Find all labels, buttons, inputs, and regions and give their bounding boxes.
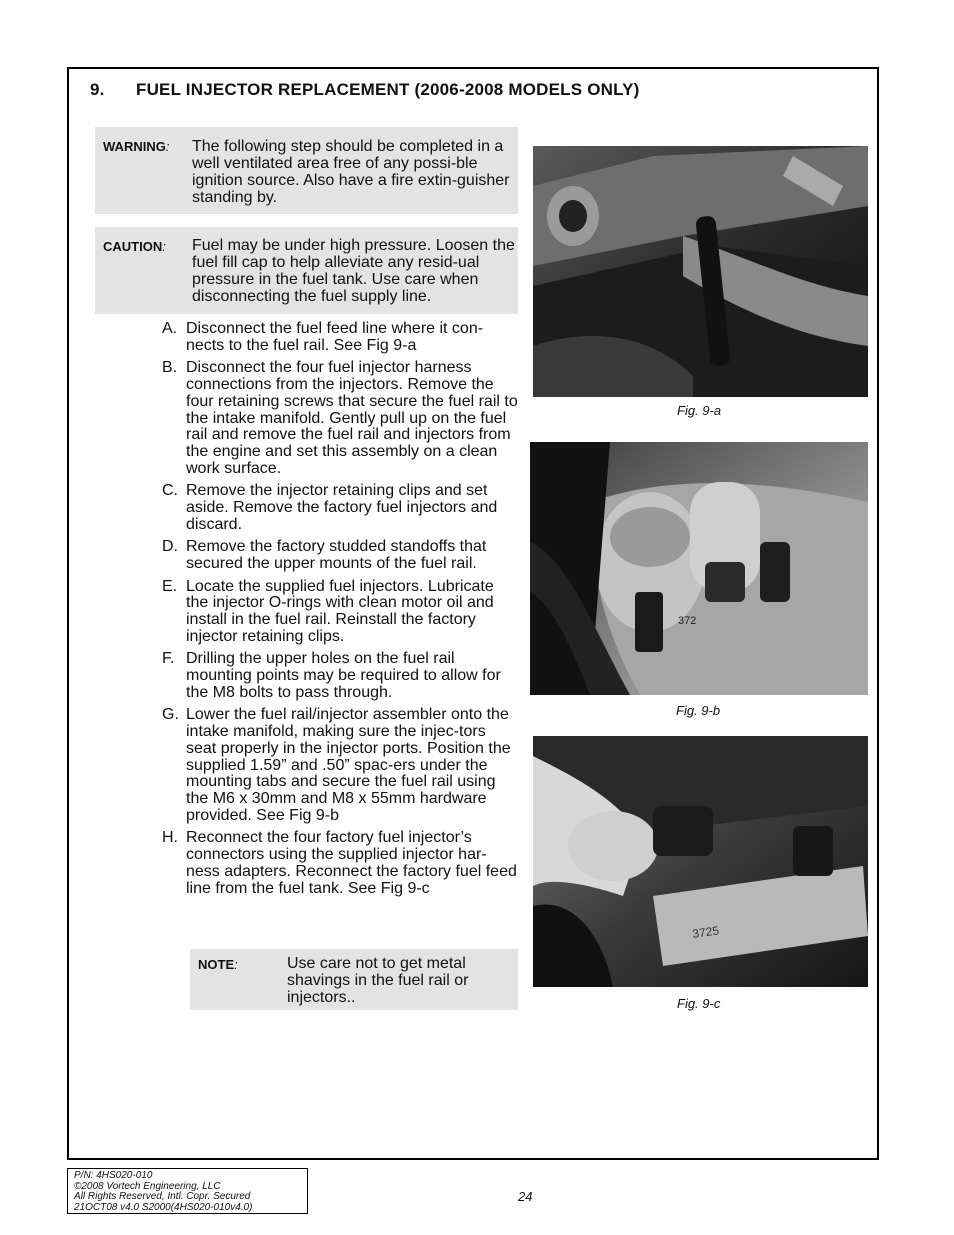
step-letter: C.: [162, 482, 178, 500]
step-item: [162, 360, 518, 478]
step-letter: B.: [162, 359, 178, 377]
note-text: Use care not to get metal shavings in the fuel rail or injectors..: [287, 955, 469, 1006]
warning-box: [95, 127, 518, 214]
step-item: [162, 707, 518, 825]
figure-9c-stamp: 3725: [691, 923, 720, 941]
footer-part-number: P/N: 4HS020-010: [74, 1170, 153, 1181]
caution-text: Fuel may be under high pressure. Loosen the fuel fill cap to help alleviate any resid-ual pressure in the fuel tank. Use care when disconnecting the fuel supply line.: [192, 237, 515, 305]
page-number: 24: [518, 1189, 533, 1204]
step-letter: A.: [162, 320, 178, 337]
step-letter: E.: [162, 577, 178, 595]
section-heading: FUEL INJECTOR REPLACEMENT (2006-2008 MODELS ONLY): [136, 80, 640, 99]
warning-label: WARNING:: [103, 139, 170, 154]
figure-9b-caption: Fig. 9-b: [676, 703, 721, 718]
step-item: [162, 539, 518, 573]
step-letter: D.: [162, 538, 178, 556]
step-item: [162, 579, 518, 646]
step-letter: G.: [162, 706, 179, 724]
step-item: [162, 651, 518, 701]
footer-copyright: ©2008 Vortech Engineering, LLC: [74, 1180, 221, 1192]
footer-rights: All Rights Reserved, Intl. Copr. Secured: [74, 1191, 251, 1203]
step-text: Lower the fuel rail/injector assembler onto the intake manifold, making sure the injec-tors seat properly in the injector ports. Position the supplied 1.59” and .50” spac-ers under the mounting tabs and secure the fuel rail using the M6 x 30mm and M8 x 55mm hardware provided. See Fig 9-b: [186, 706, 511, 825]
caution-box: [95, 227, 518, 314]
note-label: NOTE:: [198, 957, 238, 972]
step-letter: H.: [162, 829, 178, 847]
figure-9b-stamp: 372: [678, 615, 697, 627]
section-number: 9.: [90, 80, 105, 99]
step-text: Remove the factory studded standoffs that secured the upper mounts of the fuel rail.: [186, 538, 487, 573]
figure-9b-photo: [530, 442, 868, 695]
step-text: Disconnect the four fuel injector harness connections from the injectors. Remove the four retaining screws that secure the fuel rail to the intake manifold. Gently pull up on the fuel rail and remove the fuel rail and injectors from the engine and set this assembly on a clean work surface.: [186, 359, 518, 477]
step-item: [162, 321, 518, 355]
instruction-steps: [162, 321, 518, 903]
note-box: [190, 949, 518, 1010]
step-text: Reconnect the four factory fuel injector’s connectors using the supplied injector har-ness adapters. Reconnect the factory fuel feed line from the fuel tank. See Fig 9-c: [186, 829, 517, 897]
section-title: [90, 80, 640, 100]
figure-9c-photo: [533, 736, 868, 987]
step-letter: F.: [162, 650, 175, 668]
figure-9a-photo: [533, 146, 868, 397]
footer-revision: 21OCT08 v4.0 S2000(4HS020-010v4.0): [74, 1201, 253, 1213]
step-text: Drilling the upper holes on the fuel rail mounting points may be required to allow for the M8 bolts to pass through.: [186, 650, 501, 701]
caution-label: CAUTION:: [103, 239, 166, 254]
figure-9c-caption: Fig. 9-c: [677, 996, 721, 1011]
footer-info-box: [67, 1168, 308, 1214]
step-item: [162, 830, 518, 897]
step-item: [162, 483, 518, 533]
step-text: Remove the injector retaining clips and set aside. Remove the factory fuel injectors and discard.: [186, 482, 498, 533]
warning-text: The following step should be completed in a well ventilated area free of any possi-ble ignition source. Also have a fire extin-guisher standing by.: [192, 138, 510, 206]
step-text: Locate the supplied fuel injectors. Lubricate the injector O-rings with clean motor oil and install in the fuel rail. Reinstall the factory injector retaining clips.: [186, 577, 494, 645]
figure-9a-caption: Fig. 9-a: [677, 403, 722, 418]
step-text: Disconnect the fuel feed line where it con-nects to the fuel rail. See Fig 9-a: [186, 320, 484, 354]
